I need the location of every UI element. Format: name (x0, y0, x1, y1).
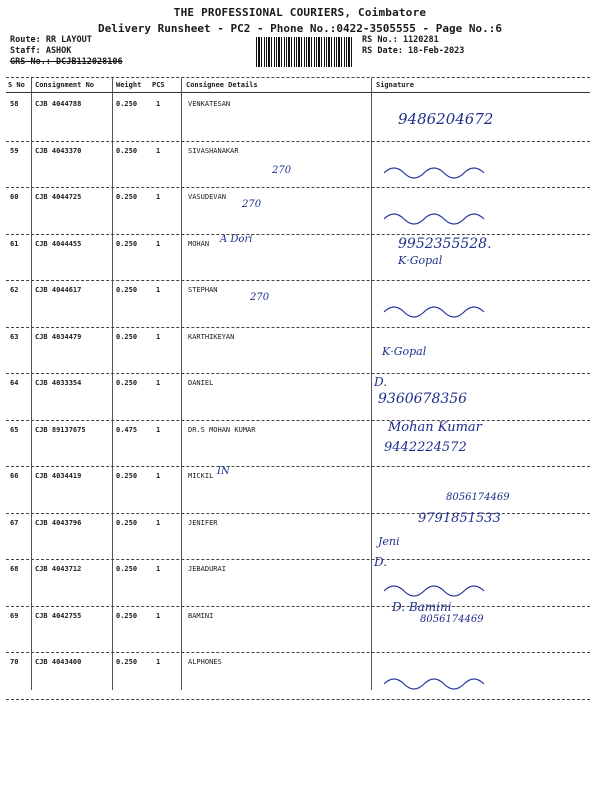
consignee-name: MICKIL (188, 472, 214, 480)
consignee-name: JENIFER (188, 518, 218, 527)
signature-scribble (378, 389, 548, 419)
row-separator (6, 652, 590, 653)
pieces-count: 1 (156, 146, 161, 155)
row-separator (6, 699, 590, 700)
consignee-name: VASUDEVAN (188, 193, 226, 201)
handwritten-note: A Dori (220, 233, 253, 245)
row-separator (6, 327, 590, 328)
consignment-number: CJB 4033354 (35, 379, 82, 387)
serial-number: 63 (10, 332, 19, 341)
handwritten-signature: 9952355528. (398, 235, 492, 252)
column-header-consignee: Consignee Details (186, 81, 258, 89)
consignment-number: CJB 4043400 (35, 658, 82, 666)
handwritten-signature: 8056174469 (446, 492, 510, 503)
signature-scribble (378, 482, 548, 512)
column-header-weight: Weight (116, 81, 142, 89)
barcode-image (256, 37, 352, 67)
grs-number: GRS No.: DCJB112028106 (10, 57, 123, 67)
table-row (0, 96, 600, 142)
serial-number: 70 (10, 658, 19, 666)
weight-value: 0.475 (116, 425, 138, 434)
weight-value: 0.250 (116, 518, 138, 527)
row-separator (6, 420, 590, 421)
weight-value: 0.250 (116, 193, 138, 201)
route-label: Route: RR LAYOUT (10, 35, 92, 45)
signature-scribble (378, 529, 548, 559)
pieces-count: 1 (156, 518, 161, 527)
table-row (0, 654, 600, 700)
weight-value: 0.250 (116, 658, 138, 666)
column-header-signature: Signature (376, 81, 414, 89)
weight-value: 0.250 (116, 611, 138, 620)
table-row (0, 599, 600, 654)
serial-number: 62 (10, 286, 19, 294)
table-row (0, 510, 600, 561)
table-row (0, 555, 600, 607)
row-separator (6, 466, 590, 467)
handwritten-signature: Jeni (378, 534, 400, 548)
consignee-name: STEPHAN (188, 286, 218, 294)
signature-scribble (378, 343, 548, 373)
pieces-count: 1 (156, 193, 161, 201)
handwritten-signature: K·Gopal (382, 344, 427, 358)
row-separator (6, 187, 590, 188)
signature-scribble (378, 250, 548, 280)
serial-number: 59 (10, 146, 19, 155)
consignee-name: MOHAN (188, 239, 210, 248)
handwritten-note: IN (217, 466, 230, 477)
row-separator (6, 280, 590, 281)
signature-scribble (378, 110, 548, 140)
consignment-number: CJB 4043712 (35, 565, 82, 573)
pieces-count: 1 (156, 565, 161, 573)
weight-value: 0.250 (116, 286, 138, 294)
handwritten-signature: D. (374, 555, 388, 569)
serial-number: 61 (10, 239, 19, 248)
consignee-name: BAMINI (188, 611, 214, 620)
handwritten-signature: D. (374, 375, 388, 389)
staff-label: Staff: ASHOK (10, 46, 72, 56)
serial-number: 66 (10, 472, 19, 480)
header-top-rule (6, 77, 590, 78)
row-separator (6, 141, 590, 142)
table-row (0, 233, 600, 282)
consignee-name: KARTHIKEYAN (188, 332, 235, 341)
consignee-name: DR.S MOHAN KUMAR (188, 425, 256, 434)
rs-date: RS Date: 18-Feb-2023 (362, 46, 465, 56)
table-row (0, 282, 600, 328)
serial-number: 67 (10, 518, 19, 527)
consignee-name: SIVASHANAKAR (188, 146, 239, 155)
serial-number: 68 (10, 565, 19, 573)
column-header-pcs: PCS (152, 81, 165, 89)
consignment-number: CJB 4043370 (35, 146, 82, 155)
serial-number: 58 (10, 100, 19, 108)
signature-scribble (378, 203, 548, 233)
handwritten-signature: K·Gopal (398, 253, 443, 267)
pieces-count: 1 (156, 658, 161, 666)
signature-scribble (378, 157, 548, 187)
pieces-count: 1 (156, 100, 161, 108)
weight-value: 0.250 (116, 239, 138, 248)
signature-scribble (378, 668, 548, 698)
weight-value: 0.250 (116, 379, 138, 387)
row-separator (6, 234, 590, 235)
weight-value: 0.250 (116, 146, 138, 155)
pieces-count: 1 (156, 611, 161, 620)
handwritten-note: 270 (272, 164, 292, 176)
consignee-name: ALPHONES (188, 658, 222, 666)
weight-value: 0.250 (116, 472, 138, 480)
table-row (0, 143, 600, 189)
row-separator (6, 373, 590, 374)
table-row (0, 468, 600, 514)
serial-number: 65 (10, 425, 19, 434)
table-row (0, 189, 600, 235)
consignment-number: CJB 4044455 (35, 239, 82, 248)
consignment-number: CJB 4034479 (35, 332, 82, 341)
consignment-number: CJB 4042755 (35, 611, 82, 620)
column-header-consignment: Consignment No (35, 81, 95, 89)
consignment-number: CJB 4044725 (35, 193, 82, 201)
column-header-sno: S No (8, 81, 25, 89)
handwritten-note: 270 (250, 292, 270, 303)
header-bottom-rule (6, 92, 590, 93)
weight-value: 0.250 (116, 100, 138, 108)
serial-number: 60 (10, 193, 19, 201)
handwritten-signature: Mohan Kumar (388, 419, 482, 435)
handwritten-signature: 9360678356 (378, 391, 468, 407)
weight-value: 0.250 (116, 332, 138, 341)
handwritten-signature: 8056174469 (420, 613, 484, 625)
serial-number: 64 (10, 379, 19, 387)
consignee-name: VENKATESAN (188, 100, 231, 108)
route-staff-block (10, 35, 123, 68)
consignment-number: CJB 4034419 (35, 472, 82, 480)
rs-number: RS No.: 1120281 (362, 35, 439, 45)
pieces-count: 1 (156, 379, 161, 387)
handwritten-signature: 9486204672 (398, 110, 494, 128)
pieces-count: 1 (156, 239, 161, 248)
consignment-number: CJB 4044788 (35, 100, 82, 108)
consignment-number: CJB 4044617 (35, 286, 82, 294)
page-title: THE PROFESSIONAL COURIERS, Coimbatore (173, 6, 427, 19)
page-subtitle: Delivery Runsheet - PC2 - Phone No.:0422-3505555 - Page No.:6 (98, 22, 502, 35)
signature-scribble (378, 436, 548, 466)
table-row (0, 329, 600, 375)
consignment-number: CJB 4043796 (35, 518, 82, 527)
signature-scribble (378, 622, 548, 652)
handwritten-signature: D. Bamini (392, 599, 452, 614)
consignee-name: JEBADURAI (188, 565, 226, 573)
runsheet-info-block (362, 35, 464, 57)
row-separator (6, 559, 590, 560)
table-row (0, 419, 600, 468)
pieces-count: 1 (156, 425, 161, 434)
table-row (0, 375, 600, 421)
signature-scribble (378, 296, 548, 326)
pieces-count: 1 (156, 286, 161, 294)
row-separator (6, 606, 590, 607)
consignment-number: CJB 89137675 (35, 425, 86, 434)
pieces-count: 1 (156, 332, 161, 341)
consignee-name: DANIEL (188, 379, 214, 387)
weight-value: 0.250 (116, 565, 138, 573)
row-separator (6, 513, 590, 514)
handwritten-note: 270 (242, 199, 262, 210)
handwritten-signature: 9442224572 (384, 439, 467, 455)
pieces-count: 1 (156, 472, 161, 480)
serial-number: 69 (10, 611, 19, 620)
handwritten-signature: 9791851533 (418, 510, 501, 526)
